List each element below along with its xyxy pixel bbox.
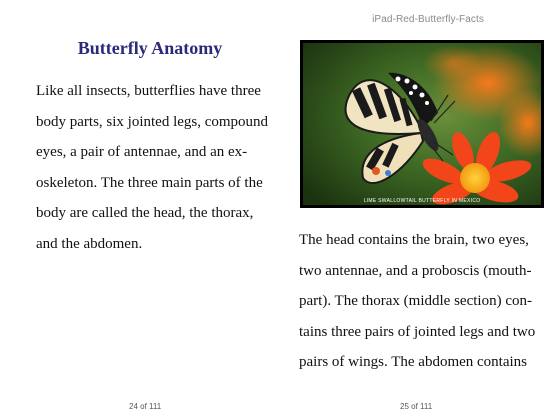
page-heading: Butterfly Anatomy [77, 38, 223, 58]
text-line: two antennae, and a proboscis (mouth- [299, 262, 532, 279]
text-line: and the abdomen. [36, 235, 143, 252]
butterfly-illustration [303, 43, 541, 205]
page-number-right: 25 of 111 [400, 402, 433, 411]
text-line: part). The thorax (middle section) con- [299, 293, 532, 309]
text-line: The head contains the brain, two eyes, [299, 232, 529, 248]
right-page[interactable] [280, 0, 560, 420]
right-page-text [299, 225, 535, 378]
text-line: Like all insects, butterflies have three [36, 83, 261, 99]
text-line: oskeleton. The three main parts of the [36, 174, 263, 191]
text-line: eyes, a pair of antennae, and an ex- [36, 144, 248, 160]
left-page-text [36, 76, 268, 259]
photo-caption: LIME SWALLOWTAIL BUTTERFLY IN MEXICO [363, 198, 481, 204]
book-title: iPad-Red-Butterfly-Facts [372, 14, 484, 25]
text-line: tains three pairs of jointed legs and two [299, 323, 536, 340]
text-line: body are called the head, the thorax, [36, 205, 254, 221]
text-line: body parts, six jointed legs, compound [36, 113, 269, 130]
butterfly-photo[interactable] [300, 40, 544, 208]
page-number-left: 24 of 111 [129, 402, 162, 411]
text-line: pairs of wings. The abdomen contains [299, 354, 528, 370]
